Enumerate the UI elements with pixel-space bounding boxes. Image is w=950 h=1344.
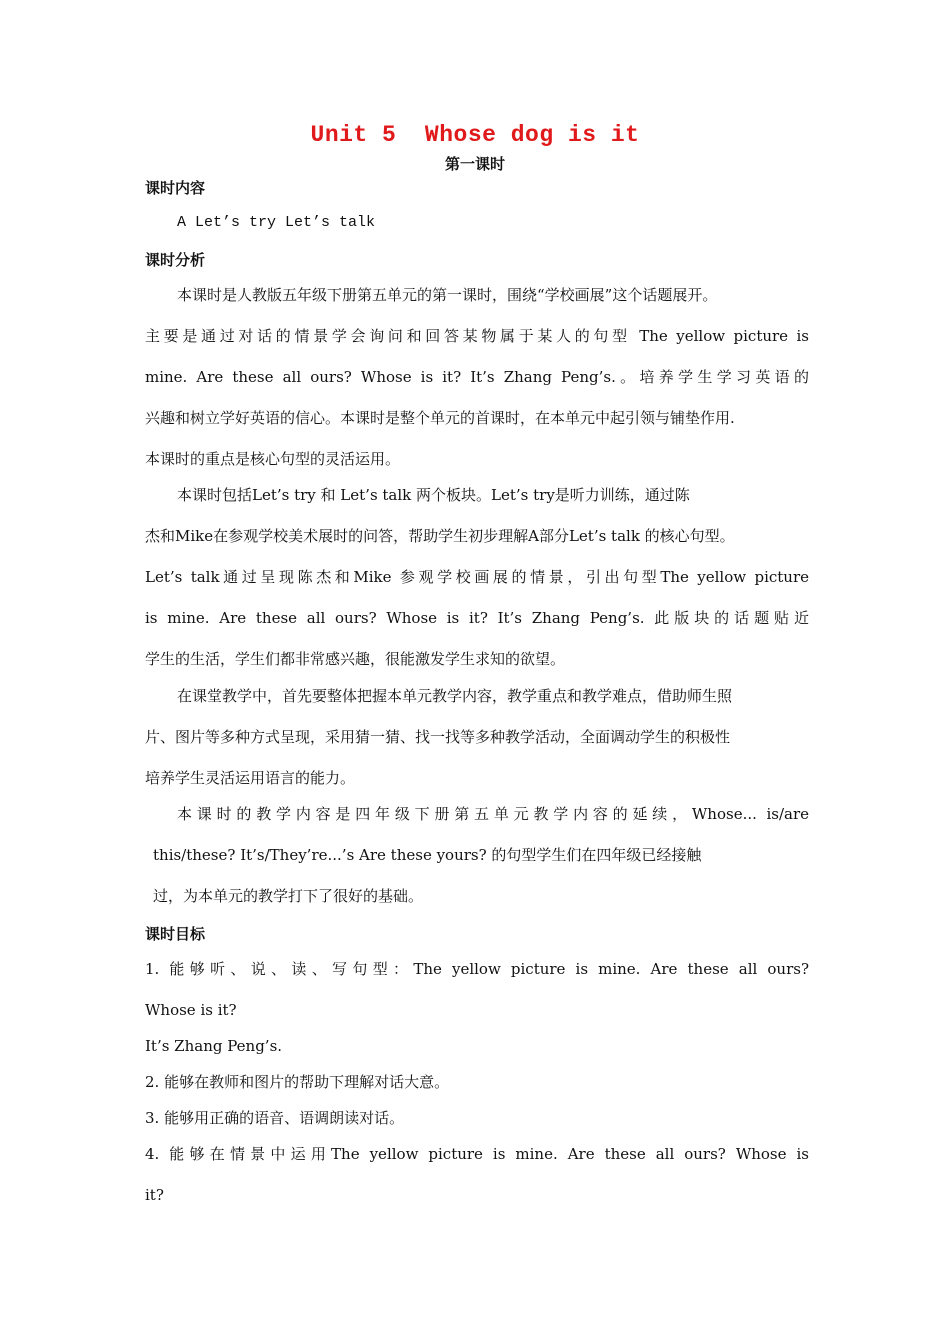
content-text: A Let’s try Let’s talk bbox=[177, 214, 376, 231]
objective-line: it? bbox=[145, 1186, 164, 1204]
paragraph-line: 本课时是人教版五年级下册第五单元的第一课时，围绕“学校画展”这个话题展开。 bbox=[177, 286, 718, 304]
paragraph-line: 培养学生灵活运用语言的能力。 bbox=[145, 769, 356, 787]
paragraph-line: is mine. Are these all ours? Whose is it? It’s Zhang Peng’s. 此版块的话题贴近 bbox=[145, 609, 809, 627]
paragraph-line: 主要是通过对话的情景学会询问和回答某物属于某人的句型 The yellow picture is bbox=[145, 327, 809, 345]
section-heading-content: 课时内容 bbox=[145, 179, 206, 197]
paragraph-line: 本课时包括Let’s try 和 Let’s talk 两个板块。Let’s try是听力训练，通过陈 bbox=[177, 486, 690, 504]
document-title: Unit 5 Whose dog is it bbox=[310, 122, 640, 148]
objective-line: It’s Zhang Peng’s. bbox=[145, 1037, 283, 1055]
paragraph-line: this/these? It’s/They’re...’s Are these yours? 的句型学生们在四年级已经接触 bbox=[153, 846, 702, 864]
paragraph-line: 片、图片等多种方式呈现，采用猜一猜、找一找等多种教学活动，全面调动学生的积极性 bbox=[145, 728, 731, 746]
paragraph-line: 本课时的教学内容是四年级下册第五单元教学内容的延续，Whose... is/are bbox=[177, 805, 809, 823]
paragraph-line: 杰和Mike在参观学校美术展时的问答，帮助学生初步理解A部分Let’s talk 的核心句型。 bbox=[145, 527, 735, 545]
objective-line: Whose is it? bbox=[145, 1001, 237, 1019]
objective-line: 1. 能够听、说、读、写句型：The yellow picture is mine. Are these all ours? bbox=[145, 960, 809, 978]
objective-line: 4. 能够在情景中运用The yellow picture is mine. Are these all ours? Whose is bbox=[145, 1145, 809, 1163]
section-heading-analysis: 课时分析 bbox=[145, 251, 206, 269]
paragraph-line: 本课时的重点是核心句型的灵活运用。 bbox=[145, 450, 401, 468]
section-heading-objectives: 课时目标 bbox=[145, 925, 206, 943]
objective-line: 3. 能够用正确的语音、语调朗读对话。 bbox=[145, 1109, 405, 1127]
document-subtitle: 第一课时 bbox=[444, 155, 505, 173]
paragraph-line: 在课堂教学中，首先要整体把握本单元教学内容，教学重点和教学难点，借助师生照 bbox=[177, 687, 733, 705]
paragraph-line: 过，为本单元的教学打下了很好的基础。 bbox=[153, 887, 424, 905]
objective-line: 2. 能够在教师和图片的帮助下理解对话大意。 bbox=[145, 1073, 450, 1091]
paragraph-line: mine. Are these all ours? Whose is it? It’s Zhang Peng’s.。培养学生学习英语的 bbox=[145, 368, 809, 386]
paragraph-line: 兴趣和树立学好英语的信心。本课时是整个单元的首课时，在本单元中起引领与铺垫作用. bbox=[145, 409, 735, 427]
paragraph-line: Let’s talk通过呈现陈杰和Mike 参观学校画展的情景，引出句型The yellow picture bbox=[145, 568, 809, 586]
paragraph-line: 学生的生活，学生们都非常感兴趣，很能激发学生求知的欲望。 bbox=[145, 650, 566, 668]
